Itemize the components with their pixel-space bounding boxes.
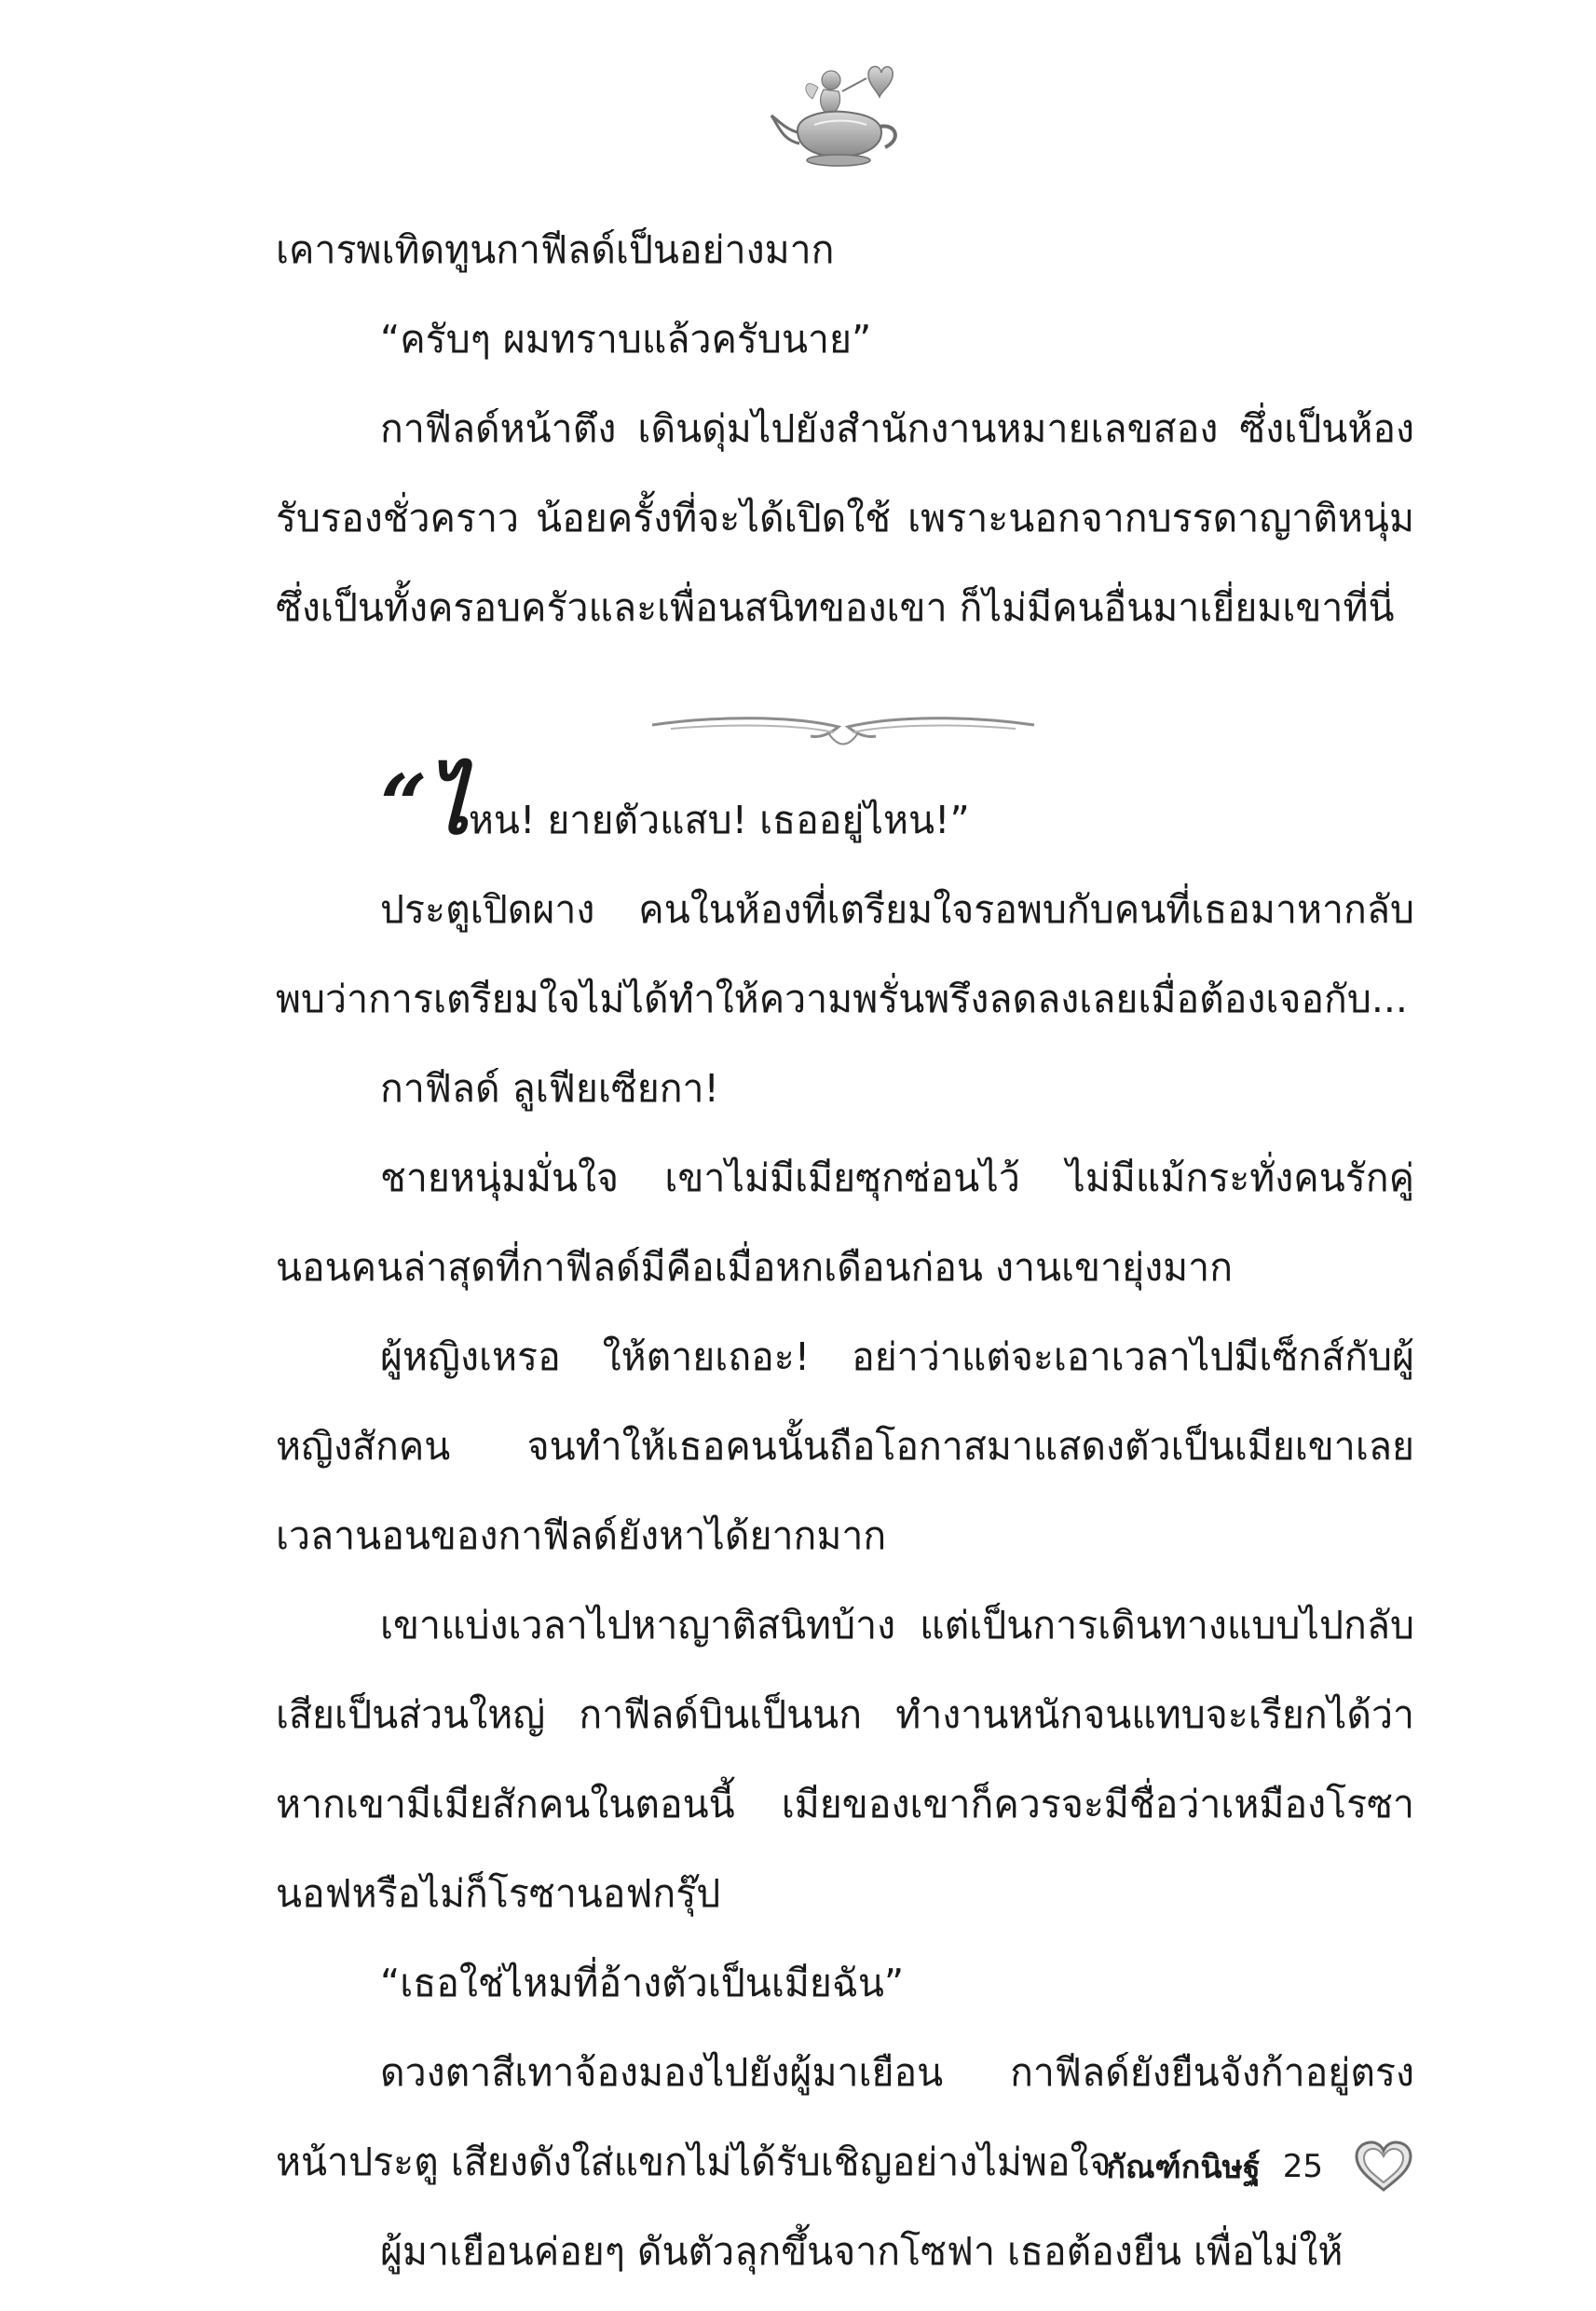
paragraph-3: กาฟีลด์หน้าตึง เดินดุ่มไปยังสำนักงานหมายเลขสอง ซึ่งเป็นห้องรับรองชั่วคราว น้อยครั้งที่จะได้เปิดใช้ เพราะนอกจากบรรดาญาติหนุ่มซึ่งเป็นทั้งครอบครัวและเพื่อนสนิทของเขา ก็ไม่มีคนอื่นมาเยี่ยมเขาที่นี่ (276, 406, 1414, 630)
paragraph-8: เขาแบ่งเวลาไปหาญาติสนิทบ้าง แต่เป็นการเดินทางแบบไปกลับเสียเป็นส่วนใหญ่ กาฟีลด์บินเป็นนก ทำงานหนักจนแทบจะเรียกได้ว่าหากเขามีเมียสักคนในตอนนี้ เมียของเขาก็ควรจะมีชื่อว่าเหมืองโรซานอฟหรือไม่ก็โรซานอฟกรุ๊ป (276, 1603, 1414, 1916)
paragraph-9: “เธอใช่ไหมที่อ้างตัวเป็นเมียฉัน” (380, 1961, 905, 2005)
dropcap-rest: หน! ยายตัวแสบ! เธออยู่ไหน!” (468, 798, 970, 842)
book-title: กัณฑ์กนิษฐ์ (1106, 2149, 1261, 2186)
paragraph-11: ผู้มาเยือนค่อยๆ ดันตัวลุกขึ้นจากโซฟา เธอต้องยืน เพื่อไม่ให้ (380, 2229, 1344, 2274)
dropcap-letter (380, 756, 469, 853)
dropcap-paragraph (276, 756, 1414, 865)
paragraph-2: “ครับๆ ผมทราบแล้วครับนาย” (380, 317, 872, 362)
dropcap-open-quote: “ (380, 756, 428, 853)
paragraph-6: ชายหนุ่มมั่นใจ เขาไม่มีเมียซุกซ่อนไว้ ไม่มีแม้กระทั่งคนรักคู่นอนคนล่าสุดที่กาฟีลด์มีคือเมื่อหกเดือนก่อน งานเขายุ่งมาก (276, 1156, 1414, 1290)
heart-icon (1353, 2140, 1414, 2194)
paragraph-7: ผู้หญิงเหรอ ให้ตายเถอะ! อย่าว่าแต่จะเอาเวลาไปมีเซ็กส์กับผู้หญิงสักคน จนทำให้เธอคนนั้นถือโอกาสมาแสดงตัวเป็นเมียเขาเลยเวลานอนของกาฟีลด์ยังหาได้ยากมาก (276, 1334, 1414, 1558)
page-footer (1106, 2134, 1414, 2199)
dropcap-initial: ไ (427, 756, 469, 853)
paragraph-1: เคารพเทิดทูนกาฟีลด์เป็นอย่างมาก (276, 227, 835, 272)
paragraph-10: ดวงตาสีเทาจ้องมองไปยังผู้มาเยือน กาฟีลด์ยังยืนจังก้าอยู่ตรงหน้าประตู เสียงดังใส่แขกไม่ได้รับเชิญอย่างไม่พอใจ (276, 2050, 1414, 2184)
page-number: 25 (1282, 2148, 1323, 2185)
paragraph-5: กาฟีลด์ ลูเฟียเซียกา! (380, 1066, 719, 1111)
paragraph-4: ประตูเปิดผาง คนในห้องที่เตรียมใจรอพบกับคนที่เธอมาหากลับพบว่าการเตรียมใจไม่ได้ทำให้ความพรั่นพรึงลดลงเลยเมื่อต้องเจอกับ... (276, 887, 1414, 1021)
scroll-divider-icon (643, 699, 1044, 755)
teapot-cupid-ornament-icon (764, 54, 913, 175)
text-block-1 (276, 205, 1414, 652)
text-block-2 (276, 756, 1414, 2296)
